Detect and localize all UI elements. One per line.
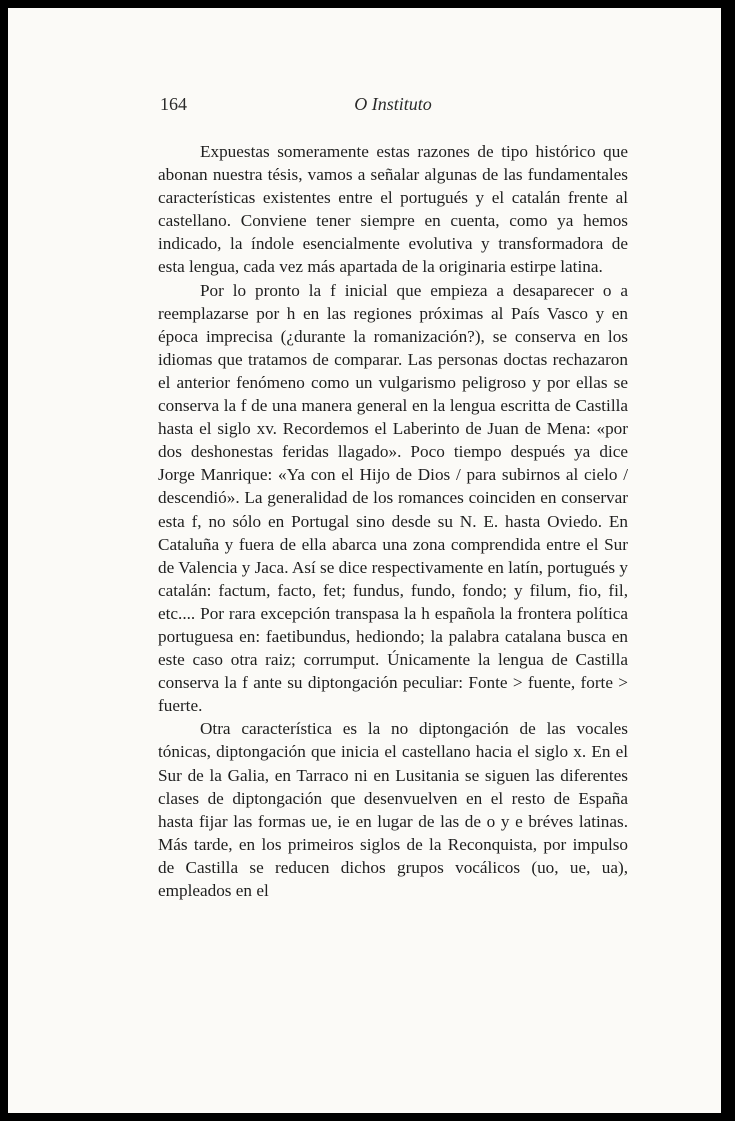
paragraph-2: Por lo pronto la f inicial que empieza a desaparecer o a reemplazarse por h en las regiones próximas al País Vasco y en época imprecisa (¿durante la romanización?), se conserva en los idiomas que tratamos de comparar. Las personas doctas rechazaron el anterior fenómeno como un vulgarismo peligroso y por ellas se conserva la f de una manera general en la lengua escritta de Castilla hasta el siglo xv. Recordemos el Laberinto de Juan de Mena: «por dos deshonestas feridas llagado». Poco tiempo después ya dice Jorge Manrique: «Ya con el Hijo de Dios / para subirnos al cielo / descendió». La generalidad de los romances coinciden en conservar esta f, no sólo en Portugal sino desde su N. E. hasta Oviedo. En Cataluña y fuera de ella abarca una zona comprendida entre el Sur de Valencia y Jaca. Así se dice respectivamente en latín, portugués y catalán: factum, facto, fet; fundus, fundo, fondo; y filum, fio, fil, etc.... Por rara excepción transpasa la h española la frontera política portuguesa en: faetibundus, hediondo; la palabra catalana busca en este caso otra raiz; corrumput. Únicamente la lengua de Castilla conserva la f ante su diptongación peculiar: Fonte > fuente, forte > fuerte. xyxy=(158,280,628,716)
paragraph-1: Expuestas someramente estas razones de tipo histórico que abonan nuestra tésis, vamos a señalar algunas de las fundamentales características existentes entre el portugués y el catalán frente al castellano. Conviene tener siempre en cuenta, como ya hemos indicado, la índole esencialmente evolutiva y transformadora de esta lengua, cada vez más apartada de la originaria estirpe latina. xyxy=(158,142,628,277)
book-page xyxy=(8,8,721,1113)
page-header xyxy=(158,90,628,120)
paragraph-3: Otra característica es la no diptongación de las vocales tónicas, diptongación que inicia el castellano hacia el siglo x. En el Sur de la Galia, en Tarraco ni en Lusitania se siguen las diferentes clases de diptongación que desenvuelven en el resto de España hasta fijar las formas ue, ie en lugar de las de o y e bréves latinas. Más tarde, en los primeiros siglos de la Reconquista, por impulso de Castilla se reducen dichos grupos vocálicos (uo, ue, ua), empleados en el xyxy=(158,719,628,900)
body-text xyxy=(158,140,628,902)
page-number: 164 xyxy=(160,94,187,114)
running-title: O Instituto xyxy=(354,94,432,114)
